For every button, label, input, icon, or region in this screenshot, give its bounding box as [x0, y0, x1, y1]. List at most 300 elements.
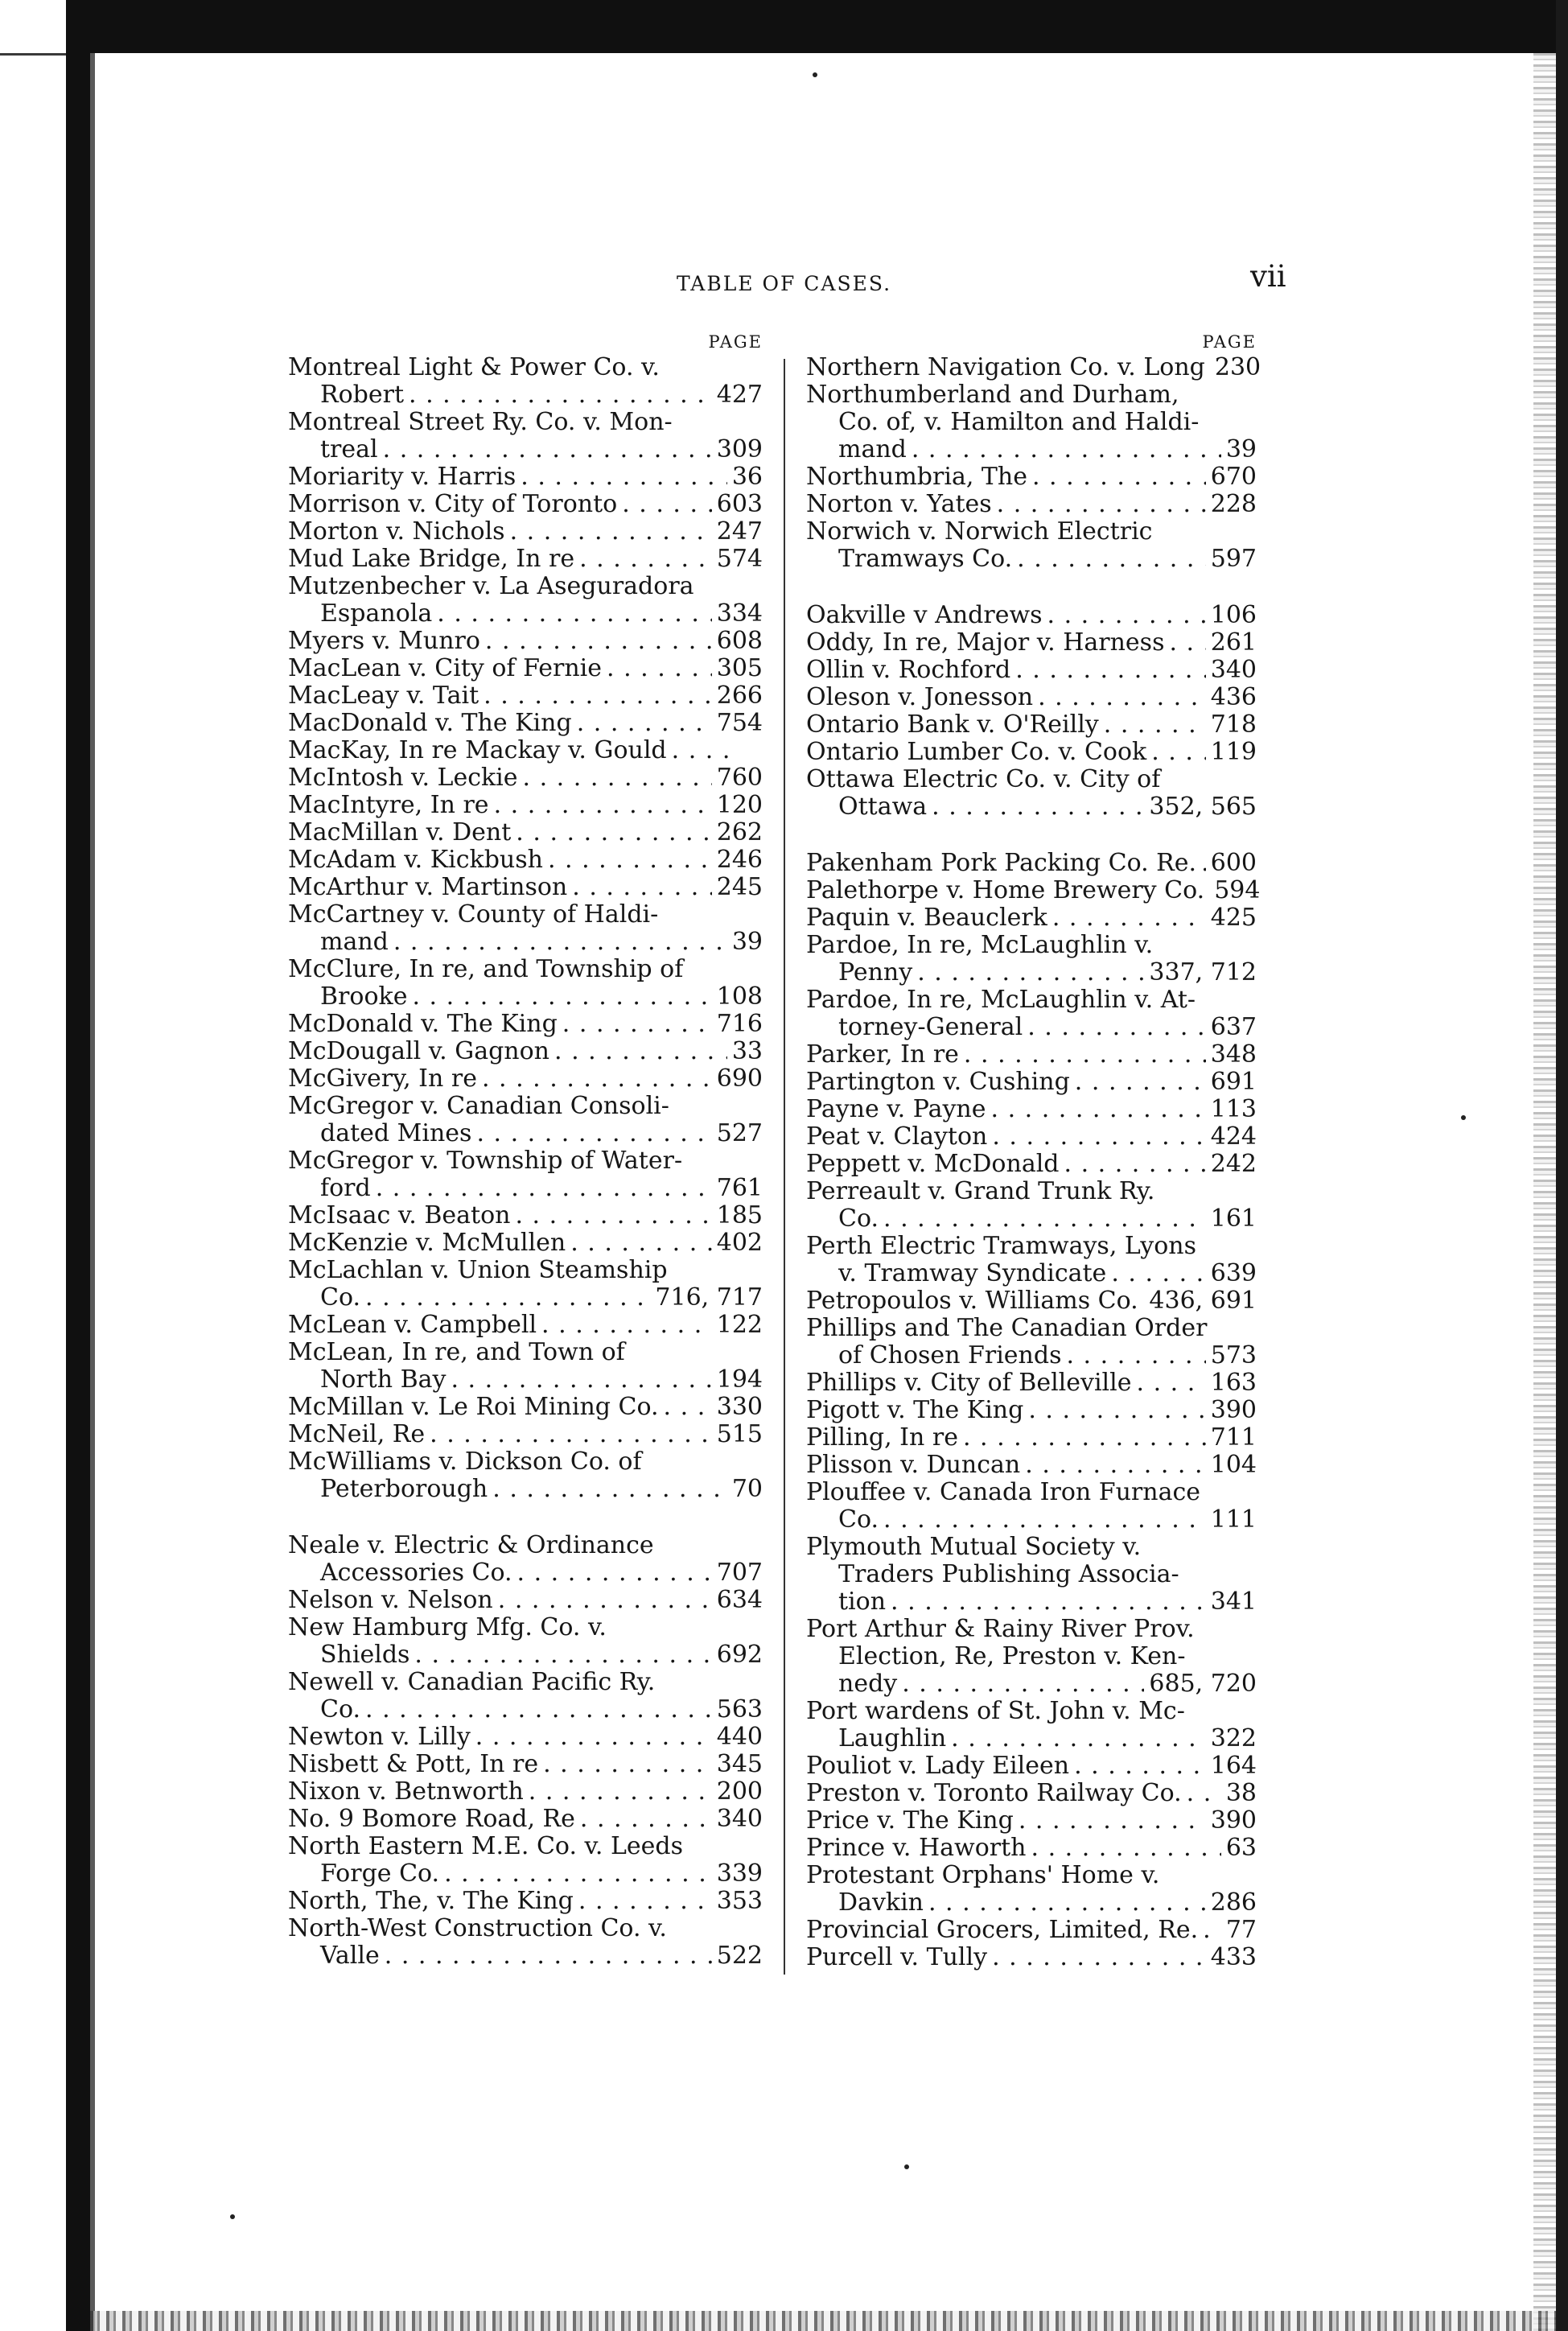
leader-dots	[902, 1670, 1144, 1698]
case-text: MacDonald v. The King	[288, 709, 572, 737]
leader-dots	[484, 682, 712, 710]
case-text: Co.	[838, 1205, 879, 1233]
case-entry	[288, 874, 763, 901]
case-text: Montreal Light & Power Co. v.	[288, 353, 660, 381]
case-name	[288, 1614, 763, 1641]
case-text: Northumberland and Durham,	[806, 381, 1179, 409]
case-entry	[288, 1229, 763, 1257]
case-text: Moriarity v. Harris	[288, 463, 516, 491]
case-name	[288, 1011, 763, 1038]
leader-dots	[1143, 1287, 1145, 1315]
case-page-number: 692	[716, 1641, 763, 1669]
case-text: Robert	[320, 381, 405, 409]
case-text: McClure, In re, and Township of	[288, 955, 684, 983]
case-entry	[806, 1917, 1257, 1944]
case-name	[288, 1724, 763, 1751]
leader-dots	[992, 1123, 1205, 1151]
case-text: Mud Lake Bridge, In re	[288, 545, 575, 573]
case-page-number: 330	[716, 1393, 763, 1421]
case-text: Preston v. Toronto Railway Co.	[806, 1779, 1182, 1807]
case-text: North Bay	[320, 1365, 447, 1394]
case-name	[288, 1093, 763, 1120]
case-text: Brooke	[320, 982, 408, 1011]
case-name-continued	[806, 1889, 1257, 1917]
case-entry	[806, 381, 1257, 463]
case-text: Peterborough	[320, 1475, 488, 1503]
case-text: Purcell v. Tully	[806, 1943, 988, 1971]
case-entry	[288, 819, 763, 846]
case-entry	[288, 628, 763, 655]
leader-dots	[1111, 1260, 1205, 1287]
case-text: Phillips and The Canadian Order	[806, 1314, 1208, 1342]
case-entry	[806, 1835, 1257, 1862]
case-text: Paquin v. Beauclerk	[806, 904, 1047, 932]
leader-dots	[1104, 711, 1206, 739]
case-entry	[288, 710, 763, 737]
case-page-number: 716, 717	[655, 1283, 763, 1312]
case-entry	[288, 1778, 763, 1806]
case-name	[806, 1041, 1257, 1069]
case-entry	[288, 1833, 763, 1888]
case-name	[288, 1312, 763, 1339]
leader-dots	[622, 491, 712, 518]
case-page-number: 246	[716, 846, 763, 874]
case-text: McLean, In re, and Town of	[288, 1338, 625, 1366]
case-page-number: 718	[1210, 710, 1257, 739]
case-text: McWilliams v. Dickson Co. of	[288, 1448, 642, 1476]
case-name-continued	[806, 436, 1257, 463]
leader-dots	[521, 463, 727, 491]
leader-dots	[529, 1778, 712, 1806]
case-name-continued	[806, 1588, 1257, 1616]
scan-edge-bottom	[90, 2311, 1556, 2331]
case-text: torney-General	[838, 1013, 1023, 1041]
leader-dots	[476, 1120, 711, 1147]
case-text: Perth Electric Tramways, Lyons	[806, 1232, 1197, 1260]
case-entry	[288, 1202, 763, 1229]
leader-dots	[365, 1284, 650, 1312]
case-name	[806, 739, 1257, 766]
leader-dots	[1027, 1014, 1206, 1041]
case-name-continued	[806, 1506, 1257, 1534]
case-text: ford	[320, 1174, 371, 1202]
leader-dots	[1017, 546, 1206, 573]
leader-dots	[912, 436, 1221, 463]
case-text: Plymouth Mutual Society v.	[806, 1533, 1142, 1561]
case-text: McGregor v. Canadian Consoli-	[288, 1092, 669, 1120]
leader-dots	[991, 1096, 1206, 1123]
leader-dots	[607, 655, 712, 682]
case-name	[806, 1369, 1257, 1397]
case-text: Forge Co.	[320, 1859, 440, 1888]
case-entry	[806, 1752, 1257, 1780]
case-page-number: 402	[716, 1229, 763, 1257]
case-name	[806, 1452, 1257, 1479]
case-name-continued	[288, 929, 763, 956]
case-entry	[806, 1096, 1257, 1123]
case-entry	[806, 518, 1257, 573]
case-name-continued	[288, 1696, 763, 1724]
case-entry	[288, 1093, 763, 1147]
section-gap	[806, 821, 1257, 850]
case-name	[288, 710, 763, 737]
case-name-continued	[288, 381, 763, 409]
case-entry	[288, 354, 763, 409]
leader-dots	[1031, 1835, 1221, 1862]
case-page-number: 634	[716, 1586, 763, 1614]
case-page-number: 322	[1210, 1724, 1257, 1752]
case-text: Nixon v. Betnworth	[288, 1777, 524, 1806]
case-text: New Hamburg Mfg. Co. v.	[288, 1613, 607, 1641]
case-page-number: 603	[716, 490, 763, 518]
case-name	[806, 1151, 1257, 1178]
leader-dots	[1137, 1369, 1206, 1397]
scan-border-left-inner	[90, 53, 95, 2331]
case-page-number: 185	[716, 1201, 763, 1229]
case-page-number: 754	[716, 709, 763, 737]
case-text: MacIntyre, In re	[288, 791, 489, 819]
case-text: Ontario Bank v. O'Reilly	[806, 710, 1099, 739]
case-text: Norwich v. Norwich Electric	[806, 517, 1153, 546]
case-text: Nisbett & Pott, In re	[288, 1750, 539, 1778]
case-entry	[806, 1287, 1257, 1315]
case-page-number: 164	[1210, 1752, 1257, 1780]
leader-dots	[579, 546, 712, 573]
case-entry	[806, 1780, 1257, 1807]
case-name	[288, 682, 763, 710]
case-name-continued	[288, 1641, 763, 1669]
scan-border-left	[66, 0, 90, 2331]
case-page-number: 427	[716, 381, 763, 409]
case-page-number: 70	[731, 1475, 763, 1503]
case-name	[806, 711, 1257, 739]
leader-dots	[430, 1421, 712, 1448]
case-name-continued	[806, 1205, 1257, 1233]
case-page-number: 436, 691	[1149, 1287, 1257, 1315]
scan-border-top	[66, 0, 1568, 53]
case-text: Pouliot v. Lady Eileen	[806, 1752, 1070, 1780]
case-name-continued	[288, 1559, 763, 1587]
case-text: North Eastern M.E. Co. v. Leeds	[288, 1832, 684, 1860]
scan-speck	[813, 72, 817, 77]
case-entry	[806, 932, 1257, 986]
case-entry	[288, 901, 763, 956]
case-entry	[806, 1233, 1257, 1287]
case-text: treal	[320, 435, 378, 463]
case-entry	[288, 546, 763, 573]
case-text: Plouffee v. Canada Iron Furnace	[806, 1478, 1201, 1506]
case-name	[806, 629, 1257, 657]
case-name	[288, 1257, 763, 1284]
case-name-continued	[806, 409, 1257, 436]
leader-dots	[516, 819, 711, 846]
case-page-number: 339	[716, 1859, 763, 1888]
case-name	[288, 1229, 763, 1257]
leader-dots	[543, 1751, 712, 1778]
case-entry	[806, 1123, 1257, 1151]
case-text: McNeil, Re	[288, 1420, 426, 1448]
case-entry	[806, 1369, 1257, 1397]
case-name	[806, 1397, 1257, 1424]
case-entry	[806, 353, 1261, 381]
case-text: MacKay, In re Mackay v. Gould	[288, 736, 667, 764]
case-page-number: 522	[716, 1942, 763, 1970]
left-column	[288, 330, 763, 1970]
case-page-number: 305	[716, 654, 763, 682]
case-name	[288, 1587, 763, 1614]
case-name	[806, 904, 1257, 932]
case-page-number: 760	[716, 764, 763, 792]
case-entry	[288, 573, 763, 628]
case-text: Palethorpe v. Home Brewery Co.	[806, 876, 1205, 904]
case-entry	[806, 463, 1257, 491]
case-text: dated Mines	[320, 1119, 472, 1147]
case-name	[806, 1780, 1257, 1807]
scan-border-right	[1556, 0, 1568, 2331]
leader-dots	[964, 1041, 1206, 1069]
leader-dots	[577, 710, 712, 737]
case-text: Ollin v. Rochford	[806, 656, 1011, 684]
case-name	[806, 1616, 1257, 1643]
case-page-number: 345	[716, 1750, 763, 1778]
case-text: MacMillan v. Dent	[288, 818, 512, 846]
case-text: mand	[320, 928, 389, 956]
case-name	[288, 1421, 763, 1448]
case-text: McDougall v. Gagnon	[288, 1037, 549, 1065]
case-page-number: 104	[1210, 1451, 1257, 1479]
case-text: Oakville v Andrews	[806, 601, 1043, 629]
case-text: Partington v. Cushing	[806, 1068, 1070, 1096]
case-name-continued	[806, 959, 1257, 986]
case-page-number: 309	[716, 435, 763, 463]
case-text: McAdam v. Kickbush	[288, 846, 543, 874]
case-page-number: 230	[1214, 353, 1261, 381]
case-page-number: 106	[1210, 601, 1257, 629]
case-name	[806, 1424, 1257, 1452]
case-name	[288, 1038, 763, 1065]
case-entry	[806, 1178, 1257, 1233]
case-entry	[806, 904, 1257, 932]
case-name	[288, 737, 763, 764]
case-page-number: 340	[716, 1805, 763, 1833]
case-page-number: 527	[716, 1119, 763, 1147]
case-text: Tramways Co.	[838, 545, 1013, 573]
case-text: Pilling, In re	[806, 1423, 958, 1452]
leader-dots	[1203, 1917, 1221, 1944]
leader-dots	[1028, 1397, 1205, 1424]
case-text: mand	[838, 435, 907, 463]
case-entry	[806, 1944, 1257, 1971]
case-page-number: 108	[716, 982, 763, 1011]
case-page-number: 266	[716, 682, 763, 710]
case-text: Newton v. Lilly	[288, 1723, 471, 1751]
case-text: Norton v. Yates	[806, 490, 992, 518]
case-name	[288, 1339, 763, 1366]
case-text: McCartney v. County of Haldi-	[288, 900, 659, 929]
leader-dots	[554, 1038, 727, 1065]
leader-dots	[562, 1011, 712, 1038]
case-page-number: 711	[1210, 1423, 1257, 1452]
case-entry	[806, 629, 1257, 657]
leader-dots	[1187, 1780, 1221, 1807]
case-text: Pardoe, In re, McLaughlin v. At-	[806, 986, 1196, 1014]
case-entry	[288, 1532, 763, 1587]
case-name	[806, 657, 1257, 684]
page-number: vii	[1250, 259, 1286, 294]
scan-line-top	[0, 53, 66, 56]
case-text: Myers v. Munro	[288, 627, 480, 655]
case-name	[806, 876, 1261, 904]
case-text: MacLean v. City of Fernie	[288, 654, 603, 682]
leader-dots	[517, 1559, 712, 1587]
case-entry	[806, 684, 1257, 711]
case-name-continued	[806, 1643, 1257, 1670]
case-page-number: 111	[1210, 1505, 1257, 1534]
case-text: Protestant Orphans' Home v.	[806, 1861, 1160, 1889]
case-name-continued	[288, 600, 763, 628]
case-page-number: 424	[1210, 1122, 1257, 1151]
case-page-number: 77	[1225, 1916, 1257, 1944]
case-text: Petropoulos v. Williams Co.	[806, 1287, 1138, 1315]
leader-dots	[883, 1506, 1206, 1534]
case-entry	[288, 491, 763, 518]
case-text: McMillan v. Le Roi Mining Co.	[288, 1393, 659, 1421]
leader-dots	[376, 1175, 712, 1202]
case-name	[806, 491, 1257, 518]
case-name	[806, 353, 1261, 381]
case-page-number: 390	[1210, 1396, 1257, 1424]
leader-dots	[523, 764, 712, 792]
case-text: Co.	[320, 1283, 361, 1312]
case-page-number: 286	[1210, 1888, 1257, 1917]
case-entry	[806, 1041, 1257, 1069]
case-name	[806, 684, 1257, 711]
case-text: v. Tramway Syndicate	[838, 1259, 1107, 1287]
case-name	[288, 463, 763, 491]
case-entry	[288, 1038, 763, 1065]
case-page-number: 597	[1210, 545, 1257, 573]
case-entry	[288, 1421, 763, 1448]
case-name	[288, 1669, 763, 1696]
case-entry	[806, 602, 1257, 629]
leader-dots	[997, 491, 1206, 518]
case-text: Ontario Lumber Co. v. Cook	[806, 738, 1147, 766]
case-text: Penny	[838, 958, 913, 986]
case-name	[806, 1315, 1257, 1342]
scan-speck	[904, 2164, 909, 2169]
column-page-label: PAGE	[708, 332, 763, 352]
case-page-number: 440	[716, 1723, 763, 1751]
case-entry	[288, 846, 763, 874]
section-gap	[288, 1503, 763, 1532]
case-entry	[288, 518, 763, 546]
case-name	[288, 956, 763, 983]
case-name	[806, 1233, 1257, 1260]
case-page-number: 594	[1214, 876, 1261, 904]
case-name	[806, 1287, 1257, 1315]
case-text: tion	[838, 1588, 887, 1616]
case-name-continued	[806, 1014, 1257, 1041]
case-entry	[288, 1065, 763, 1093]
case-page-number: 433	[1210, 1943, 1257, 1971]
case-page-number: 639	[1210, 1259, 1257, 1287]
case-entry	[288, 1888, 763, 1915]
case-entry	[288, 1339, 763, 1394]
leader-dots	[891, 1588, 1206, 1616]
case-entry	[806, 1315, 1257, 1369]
case-name	[806, 1835, 1257, 1862]
case-page-number: 761	[716, 1174, 763, 1202]
leader-dots	[414, 1641, 711, 1669]
case-name	[806, 1752, 1257, 1780]
case-name	[288, 1202, 763, 1229]
case-page-number: 122	[716, 1311, 763, 1339]
case-page-number: 33	[731, 1037, 763, 1065]
leader-dots	[883, 1205, 1206, 1233]
case-page-number: 163	[1210, 1369, 1257, 1397]
case-page-number: 39	[731, 928, 763, 956]
case-page-number: 352, 565	[1149, 793, 1257, 821]
case-entry	[288, 1751, 763, 1778]
case-text: Provincial Grocers, Limited, Re.	[806, 1916, 1199, 1944]
case-name-continued	[806, 1725, 1257, 1752]
leader-dots	[475, 1724, 712, 1751]
leader-dots	[498, 1587, 712, 1614]
case-name	[288, 1751, 763, 1778]
case-name	[806, 1944, 1257, 1971]
case-name-continued	[288, 436, 763, 463]
case-page-number: 340	[1210, 656, 1257, 684]
leader-dots	[1169, 629, 1205, 657]
case-page-number: 245	[716, 873, 763, 901]
leader-dots	[580, 1806, 712, 1833]
case-name	[806, 1123, 1257, 1151]
case-text: Co.	[320, 1695, 361, 1724]
case-name-continued	[806, 793, 1257, 821]
case-name	[806, 986, 1257, 1014]
leader-dots	[1201, 850, 1206, 877]
case-text: Parker, In re	[806, 1040, 959, 1069]
scan-speck	[1461, 1115, 1466, 1120]
case-name-continued	[806, 1260, 1257, 1287]
case-name-continued	[806, 1670, 1257, 1698]
case-name	[288, 546, 763, 573]
case-text: No. 9 Bomore Road, Re	[288, 1805, 575, 1833]
case-name-continued	[288, 1366, 763, 1394]
case-page-number: 600	[1210, 849, 1257, 877]
case-name	[806, 932, 1257, 959]
case-name	[288, 491, 763, 518]
leader-dots	[510, 518, 712, 546]
leader-dots	[932, 793, 1144, 821]
case-name	[288, 874, 763, 901]
case-entry	[288, 1147, 763, 1202]
case-name	[806, 518, 1257, 546]
case-text: Valle	[320, 1942, 380, 1970]
leader-dots	[570, 1229, 712, 1257]
leader-dots	[1064, 1151, 1206, 1178]
case-text: Morton v. Nichols	[288, 517, 505, 546]
case-name	[288, 819, 763, 846]
leader-dots	[494, 792, 712, 819]
leader-dots	[548, 846, 712, 874]
case-name	[288, 1065, 763, 1093]
leader-dots	[385, 1942, 712, 1970]
case-entry	[806, 711, 1257, 739]
case-text: Prince v. Haworth	[806, 1834, 1027, 1862]
case-text: Traders Publishing Associa-	[838, 1560, 1179, 1588]
case-page-number: 348	[1210, 1040, 1257, 1069]
